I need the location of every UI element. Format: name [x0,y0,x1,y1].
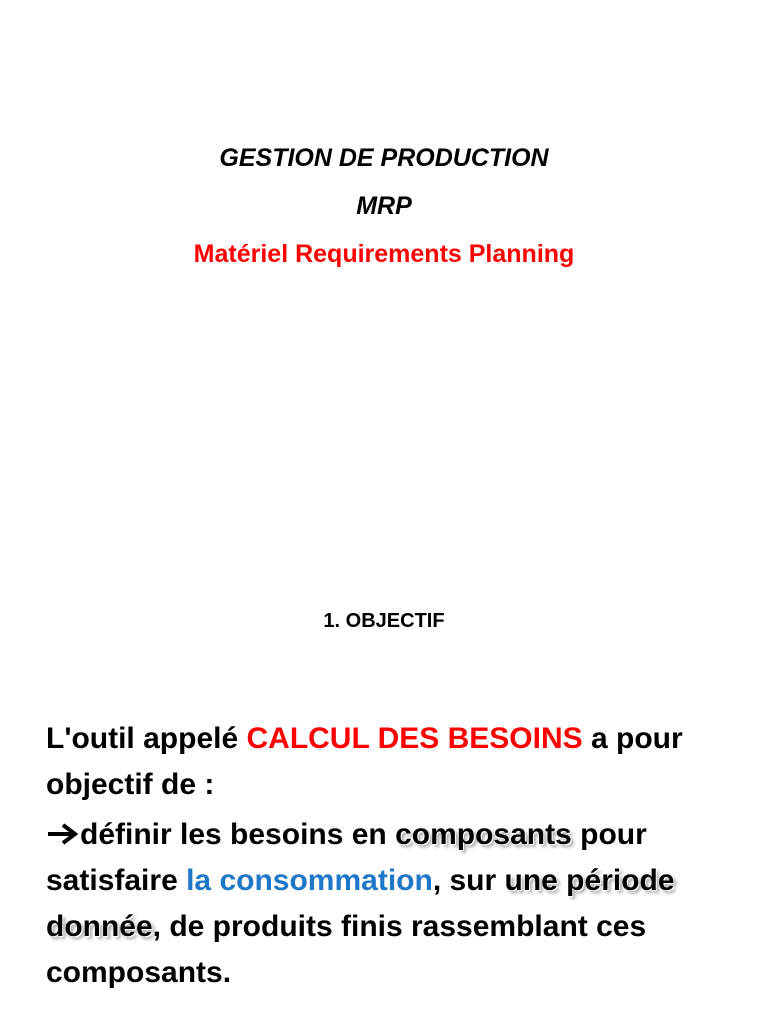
title-line-1: GESTION DE PRODUCTION [219,144,549,172]
periode-donnee-emphasis: une période donnée [46,864,675,943]
title-block [0,134,768,278]
paragraph-2-part-1: définir les besoins en [80,818,396,851]
paragraph-2 [46,812,736,996]
paragraph-1 [46,716,736,808]
paragraph-1-after: a pour objectif de : [46,722,683,801]
composants-emphasis: composants [395,818,572,851]
body-text [46,716,736,996]
section-heading: 1. OBJECTIF [323,610,445,632]
paragraph-2-part-3: , sur [432,864,505,897]
paragraph-2-part-4: , de produits finis rassemblant ces composants. [46,910,647,989]
title-line-3: Matériel Requirements Planning [193,240,575,268]
right-arrow-icon [46,822,80,846]
consommation-highlight: la consommation [186,864,433,897]
paragraph-1-before: L'outil appelé [46,722,247,755]
paragraph-2-part-2: pour satisfaire [46,818,647,897]
title-line-2: MRP [356,192,412,220]
calcul-des-besoins-highlight: CALCUL DES BESOINS [246,722,583,755]
